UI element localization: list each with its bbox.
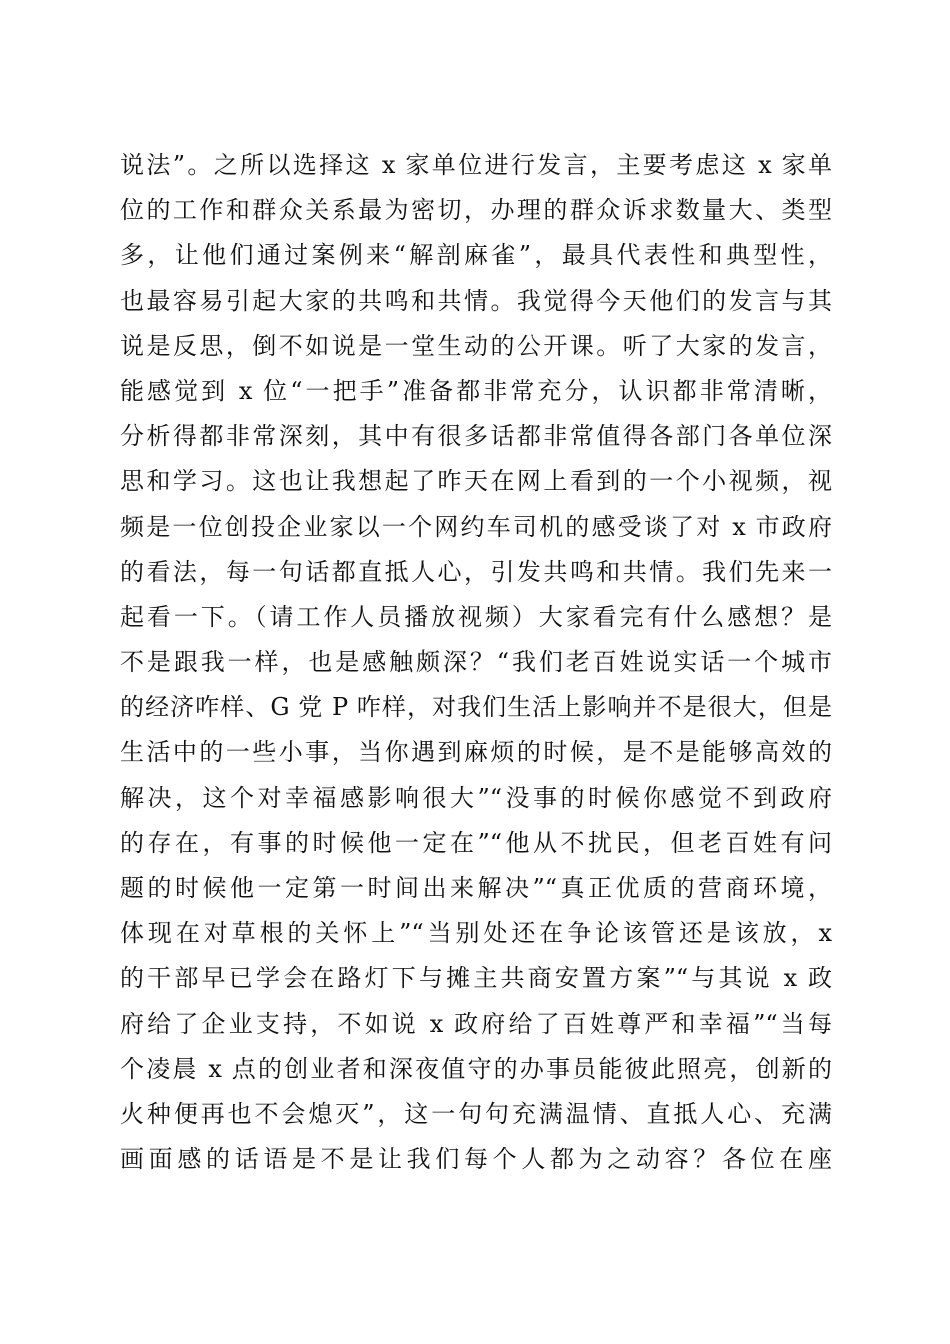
text-line: 说是反思，倒不如说是一堂生动的公开课。听了大家的发言，	[120, 331, 832, 360]
text-line: 不是跟我一样，也是感触颇深？“我们老百姓说实话一个城市	[120, 648, 832, 677]
text-line: 也最容易引起大家的共鸣和共情。我觉得今天他们的发言与其	[120, 286, 832, 315]
text-line: 频是一位创投企业家以一个网约车司机的感受谈了对 x 市政府	[120, 512, 832, 541]
text-line: 分析得都非常深刻，其中有很多话都非常值得各部门各单位深	[120, 422, 832, 451]
text-line: 体现在对草根的关怀上”“当别处还在争论该管还是该放，x	[120, 919, 832, 948]
text-line: 生活中的一些小事，当你遇到麻烦的时候，是不是能够高效的	[120, 738, 832, 767]
text-line: 的干部早已学会在路灯下与摊主共商安置方案”“与其说 x 政	[120, 964, 832, 993]
text-line: 的存在，有事的时候他一定在”“他从不扰民，但老百姓有问	[120, 828, 832, 857]
text-line: 的看法，每一句话都直抵人心，引发共鸣和共情。我们先来一	[120, 557, 832, 586]
text-line: 能感觉到 x 位“一把手”准备都非常充分，认识都非常清晰，	[120, 376, 832, 405]
text-line: 题的时候他一定第一时间出来解决”“真正优质的营商环境，	[120, 874, 832, 902]
text-line: 起看一下。（请工作人员播放视频）大家看完有什么感想？是	[120, 602, 832, 631]
text-line: 解决，这个对幸福感影响很大”“没事的时候你感觉不到政府	[120, 783, 832, 812]
text-line: 府给了企业支持，不如说 x 政府给了百姓尊严和幸福”“当每	[120, 1009, 832, 1038]
text-line: 说法”。之所以选择这 x 家单位进行发言，主要考虑这 x 家单	[120, 151, 832, 179]
text-line: 的经济咋样、G 党 P 咋样，对我们生活上影响并不是很大，但是	[120, 693, 832, 722]
text-line: 火种便再也不会熄灭”，这一句句充满温情、直抵人心、充满	[120, 1099, 832, 1128]
text-line: 位的工作和群众关系最为密切，办理的群众诉求数量大、类型	[120, 196, 832, 225]
body-paragraph	[120, 143, 832, 1182]
text-line: 个凌晨 x 点的创业者和深夜值守的办事员能彼此照亮，创新的	[120, 1054, 832, 1083]
text-line: 思和学习。这也让我想起了昨天在网上看到的一个小视频，视	[120, 467, 832, 496]
text-line: 画面感的话语是不是让我们每个人都为之动容？各位在座	[120, 1145, 832, 1174]
text-line: 多，让他们通过案例来“解剖麻雀”，最具代表性和典型性，	[120, 241, 832, 270]
